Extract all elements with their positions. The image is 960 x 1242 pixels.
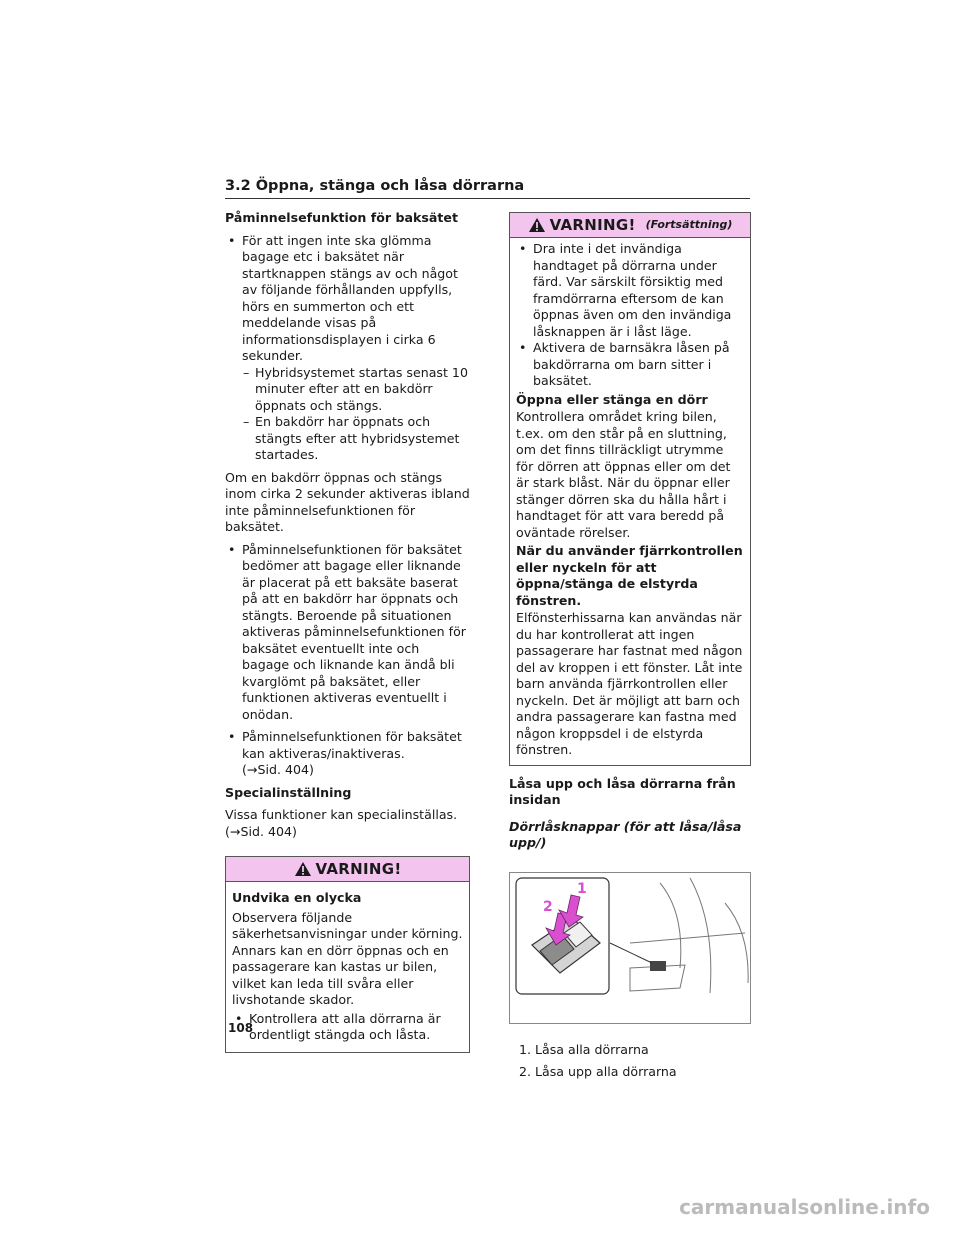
- warning-box-continued: [509, 212, 751, 766]
- warning-text-remote: Elfönsterhissarna kan användas när du har kontrollerat att ingen passagerare har fastnat med någon del av kroppen i ett fönster. Låt inte barn använda fjärrkontrollen eller nyckeln. Det är möjligt att barn och andra passagerare kan fastna med någon kroppsdel i de elstyrda fönstren.: [516, 610, 743, 757]
- left-column: [225, 210, 470, 1053]
- page-number: 108: [228, 1021, 254, 1035]
- figure-label-1: 1: [577, 880, 587, 897]
- warning-heading: Undvika en olycka: [232, 890, 362, 905]
- warning-subtitle: (Fortsättning): [645, 217, 733, 231]
- subheading-lock-buttons: Dörrlåsknappar (för att låsa/låsa upp/): [509, 818, 742, 850]
- warning-title: VARNING!: [315, 859, 402, 878]
- section-header: 3.2 Öppna, stänga och låsa dörrarna: [225, 178, 750, 199]
- figure-label-2: 2: [543, 898, 553, 915]
- warning-bullet-child-lock: • Aktivera de barnsäkra låsen på bakdörrarna om barn sitter i baksätet.: [516, 340, 744, 390]
- bullet-reminder-toggle-text: Påminnelsefunktionen för baksätet kan aktiveras/inaktiveras.: [242, 729, 462, 761]
- warning-text: Observera följande säkerhetsanvisningar under körning. Annars kan en dörr öppnas och en passagerare kan kastas ur bilen, vilket kan leda till svåra eller livshotande skador.: [232, 909, 463, 1007]
- bullet-reminder-toggle: [225, 729, 470, 779]
- warning-text-open-close: Kontrollera området kring bilen, t.ex. om den står på en sluttning, om det finns tillräckligt utrymme för dörren att öppnas eller om det är stark blåst. När du öppnar eller stänger dörren ska du hålla hårt i handtaget för att vara beredd på oväntade rörelser.: [516, 409, 731, 540]
- list-item: [509, 1064, 751, 1081]
- warning-triangle-icon: [294, 861, 312, 877]
- numbered-list: [509, 1042, 751, 1081]
- warning-bullet: • Kontrollera att alla dörrarna är ordentligt stängda och låsta.: [232, 1011, 463, 1044]
- warning-title: VARNING!: [549, 215, 636, 234]
- list-number: 1.: [518, 1041, 531, 1057]
- door-lock-figure: [509, 872, 751, 1024]
- list-text: Låsa upp alla dörrarna: [535, 1064, 677, 1079]
- dash-item-2: – En bakdörr har öppnats och stängts efter att hybridsystemet startades.: [225, 414, 470, 464]
- warning-triangle-icon: [528, 217, 546, 233]
- warning-heading-open-close: Öppna eller stänga en dörr: [516, 391, 708, 407]
- page-reference[interactable]: (→Sid. 404): [242, 762, 314, 777]
- watermark: carmanualsonline.info: [679, 1195, 930, 1219]
- door-lock-illustration: [510, 873, 750, 1023]
- list-item: [509, 1042, 751, 1059]
- warning-body: [510, 238, 750, 765]
- warning-body: [226, 882, 469, 1052]
- warning-bullet-handle: • Dra inte i det invändiga handtaget på dörrarna under färd. Var särskilt försiktig med framdörrarna eftersom de kan öppnas även om den invändiga låsknappen är i låst läge.: [516, 241, 744, 340]
- dash-item-1: – Hybridsystemet startas senast 10 minuter efter att en bakdörr öppnats och stängs.: [225, 365, 470, 415]
- warning-header: [510, 213, 750, 238]
- list-text: Låsa alla dörrarna: [535, 1041, 649, 1057]
- customization-text: Vissa funktioner kan specialinställas.: [225, 807, 458, 822]
- heading-lock-from-inside: Låsa upp och låsa dörrarna från insidan: [509, 775, 736, 807]
- warning-heading-remote: När du använder fjärrkontrollen eller nyckeln för att öppna/stänga de elstyrda fönstren.: [516, 543, 743, 608]
- bullet-reminder-judgement: • Påminnelsefunktionen för baksätet bedömer att bagage eller liknande är placerat på ett baksäte baserat på att en bakdörr har öppnats och stängts. Beroende på situationen aktiveras påminnelsefunktionen för baksätet eventuellt inte och bagage och liknande kan ändå bli kvarglömt på baksätet, eller funktionen aktiveras eventuellt i onödan.: [225, 542, 470, 724]
- warning-header: [226, 857, 469, 882]
- list-number: 2.: [518, 1064, 531, 1079]
- heading-customization: Specialinställning: [225, 784, 352, 800]
- heading-rear-seat-reminder: Påminnelsefunktion för baksätet: [225, 210, 458, 225]
- right-column: [509, 212, 751, 1087]
- warning-box: [225, 856, 470, 1053]
- page-reference[interactable]: (→Sid. 404): [225, 823, 297, 839]
- paragraph-2-seconds: Om en bakdörr öppnas och stängs inom cirka 2 sekunder aktiveras ibland inte påminnelsefunktionen för baksätet.: [225, 469, 470, 534]
- bullet-reminder-intro: • För att ingen inte ska glömma bagage etc i baksätet när startknappen stängs av och något av följande förhållanden uppfylls, hörs en summerton och ett meddelande visas på informationsdisplayen i cirka 6 sekunder.: [225, 233, 470, 365]
